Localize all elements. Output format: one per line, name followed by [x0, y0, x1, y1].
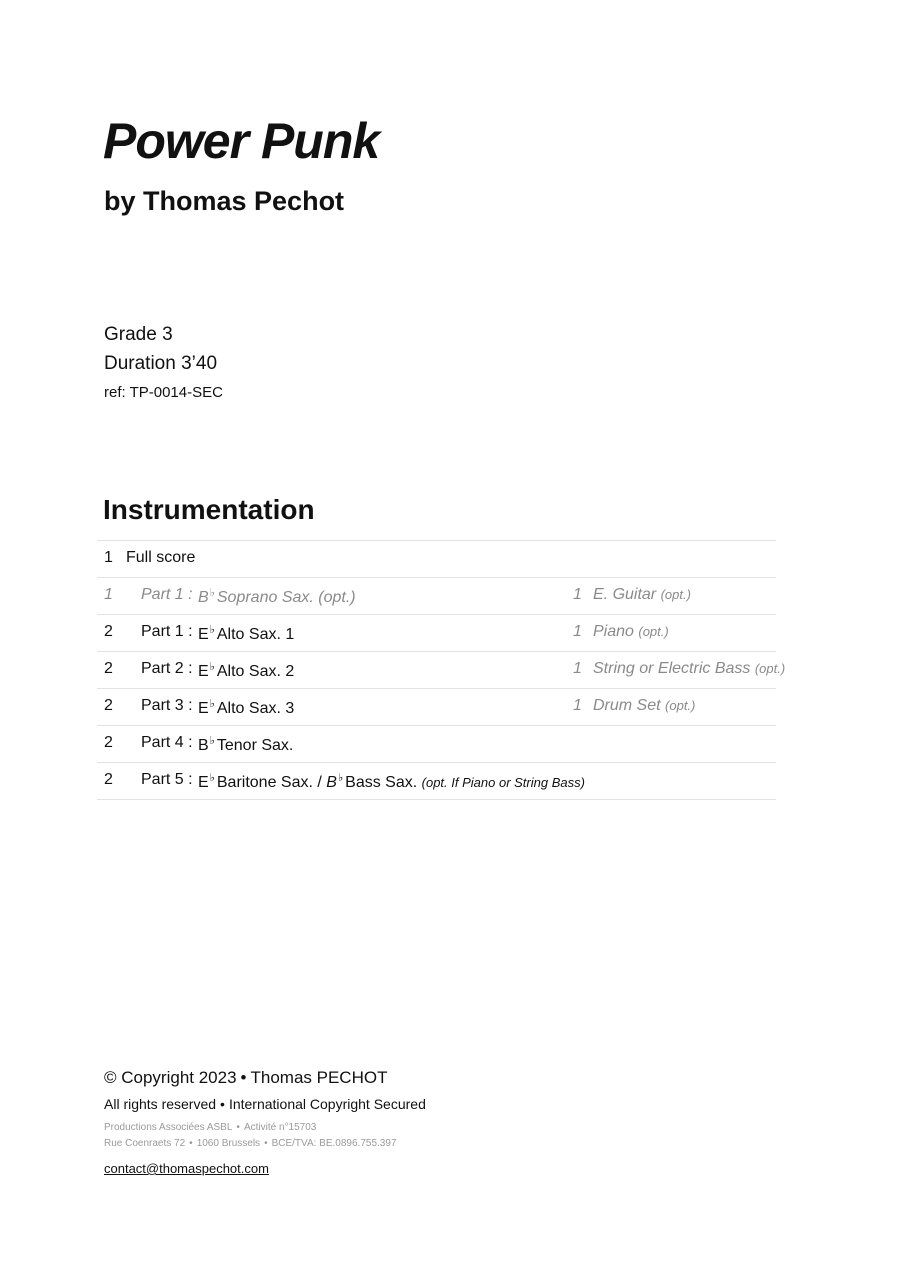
- row-part: Part 1 :: [141, 623, 193, 640]
- row-count: 2: [104, 771, 113, 788]
- row-count: 2: [104, 734, 113, 751]
- row-instrument-secondary: [593, 586, 691, 604]
- instrument-name: Alto Sax. 1: [216, 626, 295, 643]
- key-letter: E: [198, 663, 209, 680]
- grade-label: Grade 3: [104, 324, 173, 345]
- table-row: [97, 689, 776, 726]
- footer: [104, 1068, 426, 1178]
- optional-note: (opt.): [665, 698, 696, 713]
- city: 1060 Brussels: [196, 1138, 261, 1149]
- instrument-name: E. Guitar: [593, 586, 657, 603]
- row-part: Part 4 :: [141, 734, 193, 751]
- row-instrument-secondary: [593, 623, 669, 641]
- bullet-separator: •: [236, 1122, 240, 1133]
- row-instrument: [198, 771, 585, 792]
- key-letter: E: [198, 626, 209, 643]
- row-instrument: Full score: [126, 549, 196, 566]
- table-row: [97, 578, 776, 615]
- row-count: 2: [104, 660, 113, 677]
- address-line: [104, 1136, 426, 1152]
- street-address: Rue Coenraets 72: [104, 1138, 186, 1149]
- copyright-line: [104, 1068, 426, 1088]
- flat-symbol: ♭: [209, 772, 215, 784]
- piece-title: Power Punk: [103, 113, 380, 169]
- row-instrument-secondary: [593, 697, 695, 715]
- key-letter: B: [326, 774, 337, 791]
- composer-name: by Thomas Pechot: [104, 186, 345, 216]
- key-letter: E: [198, 700, 209, 717]
- instrument-name: Alto Sax. 3: [216, 700, 295, 717]
- row-count-secondary: 1: [573, 697, 582, 714]
- bullet-separator: •: [189, 1138, 193, 1149]
- flat-symbol: ♭: [209, 587, 215, 599]
- optional-note: (opt.): [660, 587, 691, 602]
- row-part: Part 3 :: [141, 697, 193, 714]
- instrumentation-heading: Instrumentation: [103, 494, 315, 525]
- instrument-name: Alto Sax. 2: [216, 663, 295, 680]
- row-count: 1: [104, 586, 113, 603]
- row-part: Part 5 :: [141, 771, 193, 788]
- row-instrument: [198, 660, 294, 681]
- key-letter: B: [198, 737, 209, 754]
- flat-symbol: ♭: [209, 661, 215, 673]
- row-instrument: [198, 623, 294, 644]
- flat-symbol: ♭: [209, 735, 215, 747]
- contact-email-link[interactable]: contact@thomaspechot.com: [104, 1161, 269, 1176]
- instrument-name: Drum Set: [593, 697, 661, 714]
- table-row: [97, 763, 776, 800]
- instrument-name: String or Electric Bass: [593, 660, 751, 677]
- row-count-secondary: 1: [573, 586, 582, 603]
- key-letter: B: [198, 589, 209, 606]
- row-instrument: [198, 586, 356, 607]
- row-count: 2: [104, 623, 113, 640]
- table-row: [97, 615, 776, 652]
- organization-name: Productions Associées ASBL: [104, 1122, 233, 1133]
- rights-reserved: All rights reserved: [104, 1096, 217, 1112]
- instrument-name: Bass Sax.: [345, 774, 418, 791]
- row-instrument: [198, 734, 293, 755]
- instrument-name: Piano: [593, 623, 634, 640]
- rights-line: [104, 1096, 426, 1112]
- flat-symbol: ♭: [337, 772, 344, 784]
- bullet-separator: •: [220, 1096, 225, 1112]
- flat-symbol: ♭: [209, 624, 215, 636]
- reference-code: ref: TP-0014-SEC: [104, 384, 223, 401]
- instrument-name: Baritone Sax. /: [216, 774, 322, 791]
- copyright-text: © Copyright 2023: [104, 1068, 237, 1087]
- optional-note: (opt.): [638, 624, 669, 639]
- row-instrument: [198, 697, 294, 718]
- optional-note: (opt. If Piano or String Bass): [421, 775, 585, 790]
- instrumentation-table: [97, 540, 786, 800]
- row-count: 1: [104, 549, 113, 566]
- international-copyright: International Copyright Secured: [228, 1096, 426, 1112]
- row-instrument-secondary: [593, 660, 785, 678]
- flat-symbol: ♭: [209, 698, 215, 710]
- key-letter: E: [198, 774, 209, 791]
- table-row: [97, 652, 786, 689]
- bullet-separator: •: [240, 1068, 247, 1087]
- piece-meta: [104, 320, 223, 404]
- instrument-name: Soprano Sax. (opt.): [216, 589, 356, 606]
- vat-number: BCE/TVA: BE.0896.755.397: [271, 1138, 397, 1149]
- optional-note: (opt.): [754, 661, 786, 676]
- row-count: 2: [104, 697, 113, 714]
- organization-line: [104, 1120, 426, 1136]
- activity-number: Activité n°15703: [243, 1122, 317, 1133]
- table-row: [97, 726, 776, 763]
- row-count-secondary: 1: [573, 660, 582, 677]
- instrument-name: Tenor Sax.: [216, 737, 294, 754]
- duration-label: Duration 3’40: [104, 353, 218, 374]
- bullet-separator: •: [264, 1138, 268, 1149]
- row-count-secondary: 1: [573, 623, 582, 640]
- row-part: Part 2 :: [141, 660, 193, 677]
- copyright-owner: Thomas PECHOT: [250, 1068, 388, 1087]
- table-row-full-score: [97, 541, 776, 578]
- row-part: Part 1 :: [141, 586, 193, 603]
